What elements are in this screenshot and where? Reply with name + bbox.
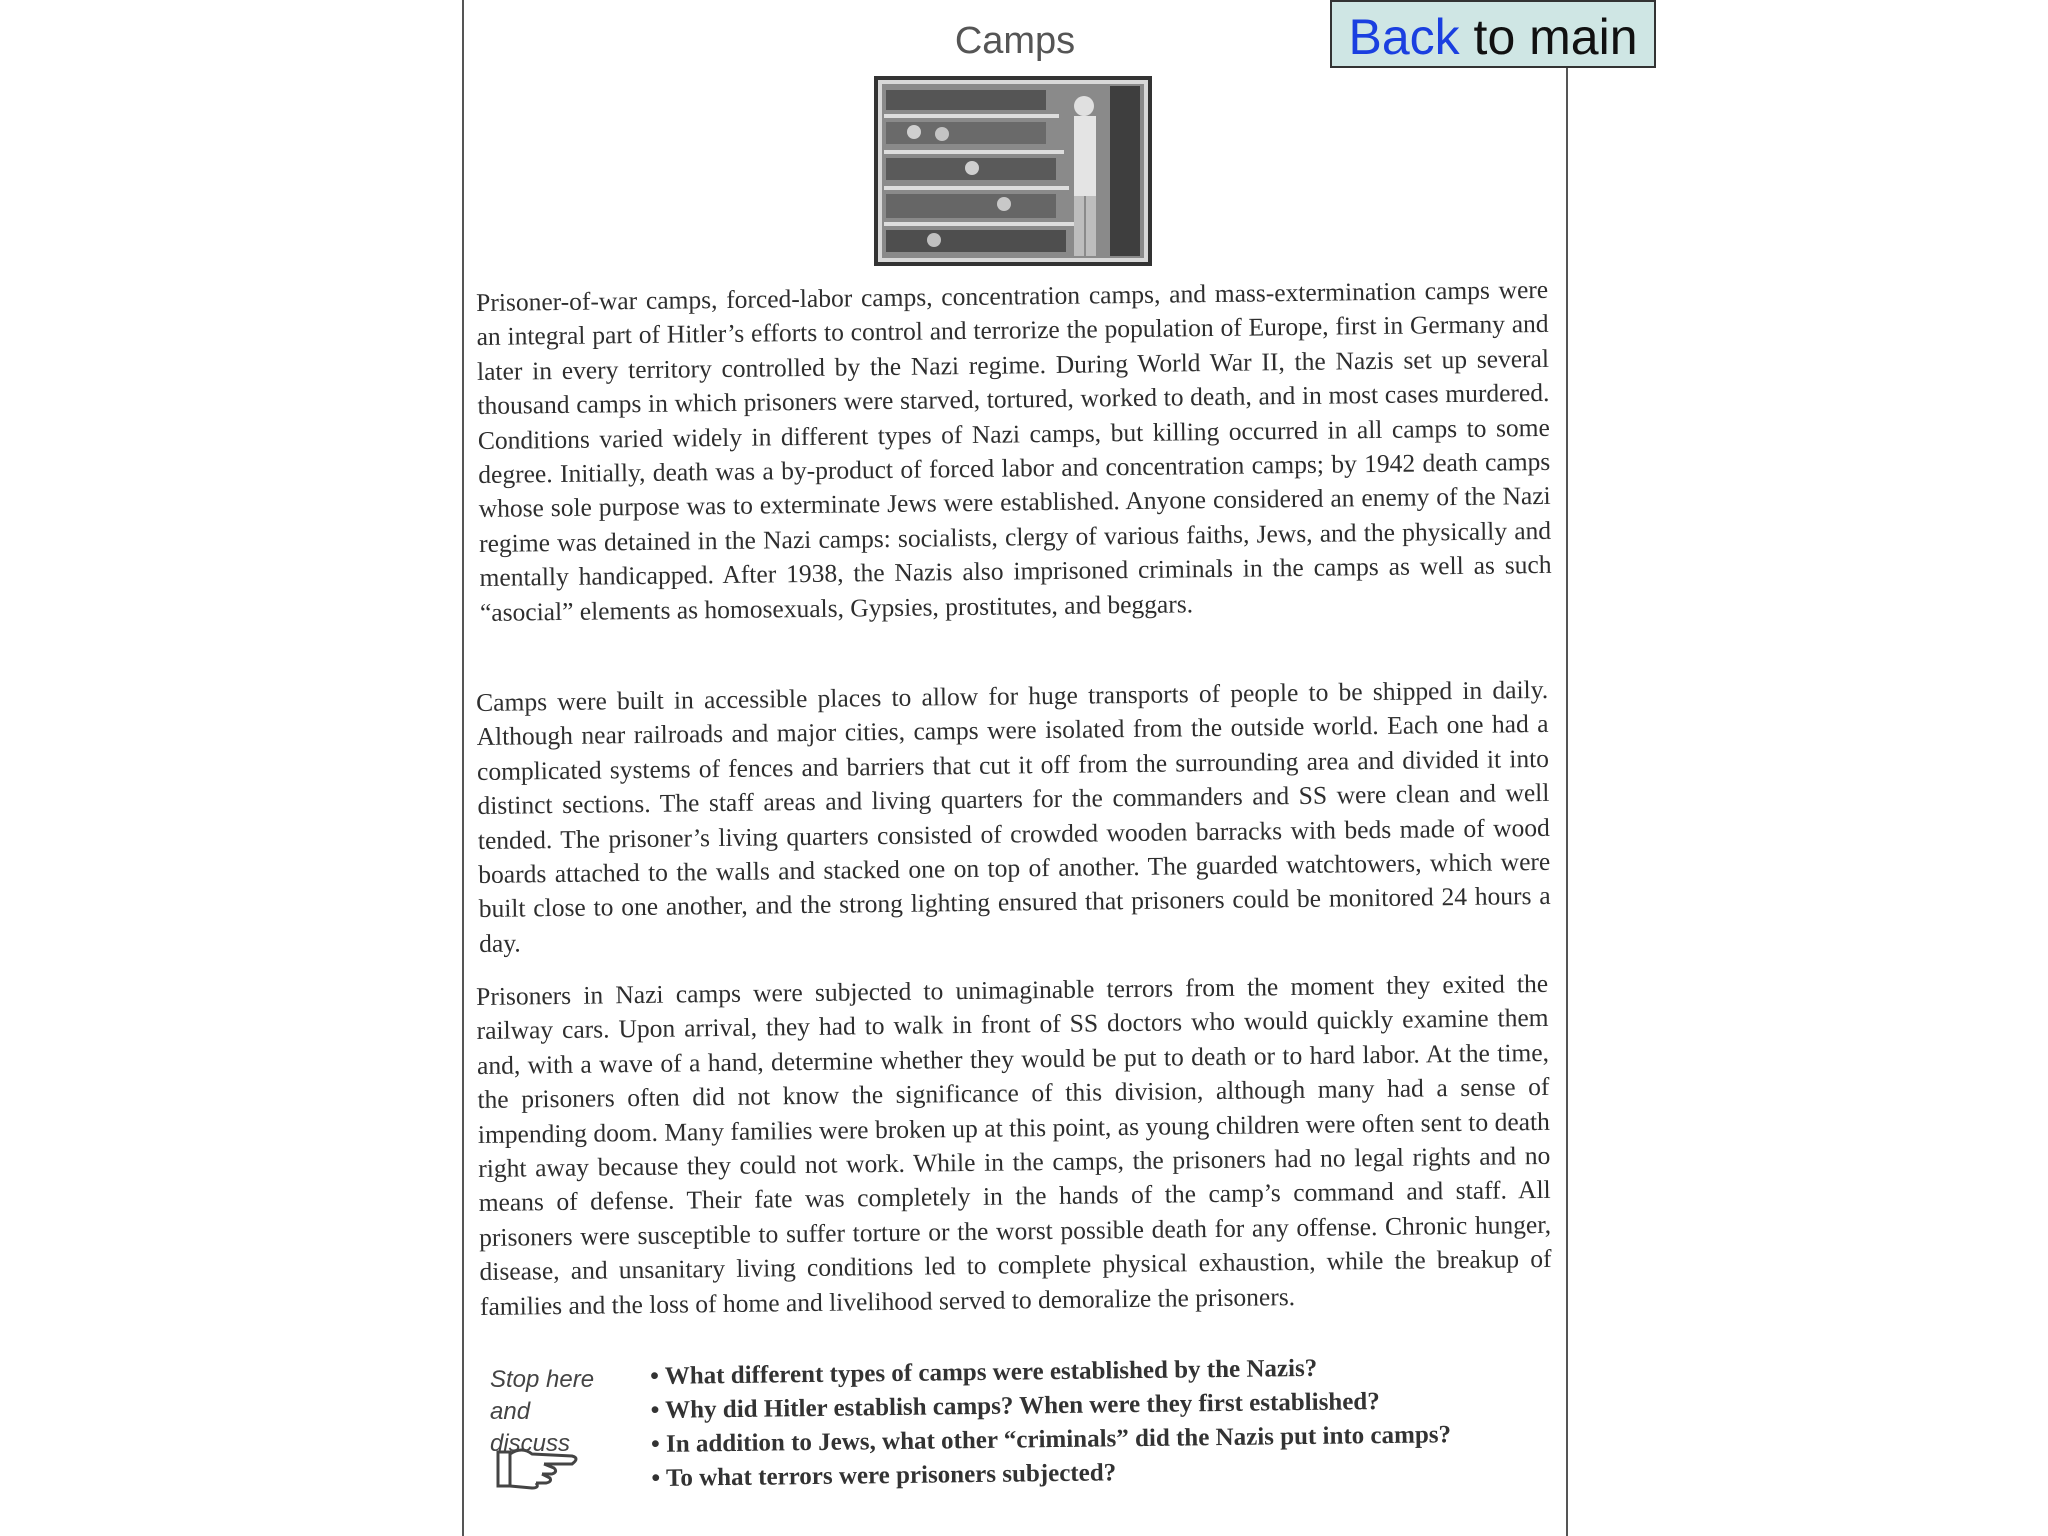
page-title: Camps — [954, 20, 1076, 62]
pointing-hand-icon — [492, 1440, 582, 1492]
back-to-main-label: to main — [1459, 9, 1638, 65]
question-item: • Why did Hitler establish camps? When were they first established? — [650, 1383, 1550, 1428]
question-item: • To what terrors were prisoners subjected? — [651, 1451, 1551, 1496]
paragraph-1: Prisoner-of-war camps, forced-labor camps, concentration camps, and mass-extermination camps were an integral part of Hitler’s efforts to control and terrorize the population of Europe, first in Germany and later in every territory controlled by the Nazi regime. During World War II, the Nazis set up several thousand camps in which prisoners were starved, tortured, worked to death, and in most cases murdered. Conditions varied widely in different types of Nazi camps, but killing occurred in all camps to some degree. Initially, death was a by-product of forced labor and concentration camps; by 1942 death camps whose sole purpose was to exterminate Jews were established. Anyone considered an enemy of the Nazi regime was detained in the Nazi camps: socialists, clergy of various faiths, Jews, and the physically and mentally handicapped. After 1938, the Nazis also imprisoned criminals in the camps as well as such “asocial” elements as homosexuals, Gypsies, prostitutes, and beggars. — [476, 274, 1552, 627]
camp-photo — [874, 76, 1152, 266]
document-page — [462, 0, 1568, 1536]
back-link[interactable]: Back — [1348, 9, 1460, 65]
back-to-main-button[interactable] — [1330, 0, 1656, 68]
paragraph-3: Prisoners in Nazi camps were subjected to unimaginable terrors from the moment they exited the railway cars. Upon arrival, they had to walk in front of SS doctors who would quickly examine them and, with a wave of a hand, determine whether they would be put to death or to hard labor. At the time, the prisoners often did not know the significance of this division, although many had a sense of impending doom. Many families were broken up at this point, as young children were often sent to death right away because they could not work. While in the camps, the prisoners had no legal rights and no means of defense. Their fate was completely in the hands of the camp’s command and staff. All prisoners were susceptible to suffer torture or the worst possible death for any offense. Chronic hunger, disease, and unsanitary living conditions led to complete physical exhaustion, while the breakup of families and the loss of home and livelihood served to demoralize the prisoners. — [476, 968, 1552, 1321]
discuss-line-1: Stop here — [490, 1366, 595, 1393]
question-item: • In addition to Jews, what other “criminals” did the Nazis put into camps? — [651, 1417, 1551, 1462]
question-item: • What different types of camps were established by the Nazis? — [650, 1349, 1550, 1394]
discussion-questions — [650, 1349, 1552, 1496]
discuss-line-2: and discuss — [490, 1398, 571, 1457]
paragraph-2: Camps were built in accessible places to allow for huge transports of people to be shipped in daily. Although near railroads and major cities, camps were isolated from the outside world. Each one had a complicated systems of fences and barriers that cut it off from the surrounding area and divided it into distinct sections. The staff areas and living quarters for the commanders and SS were clean and well tended. The prisoner’s living quarters consisted of crowded wooden barracks with beds made of wood boards attached to the walls and stacked one on top of another. The guarded watchtowers, which were built close to one another, and the strong lighting ensured that prisoners could be monitored 24 hours a day. — [476, 674, 1551, 958]
